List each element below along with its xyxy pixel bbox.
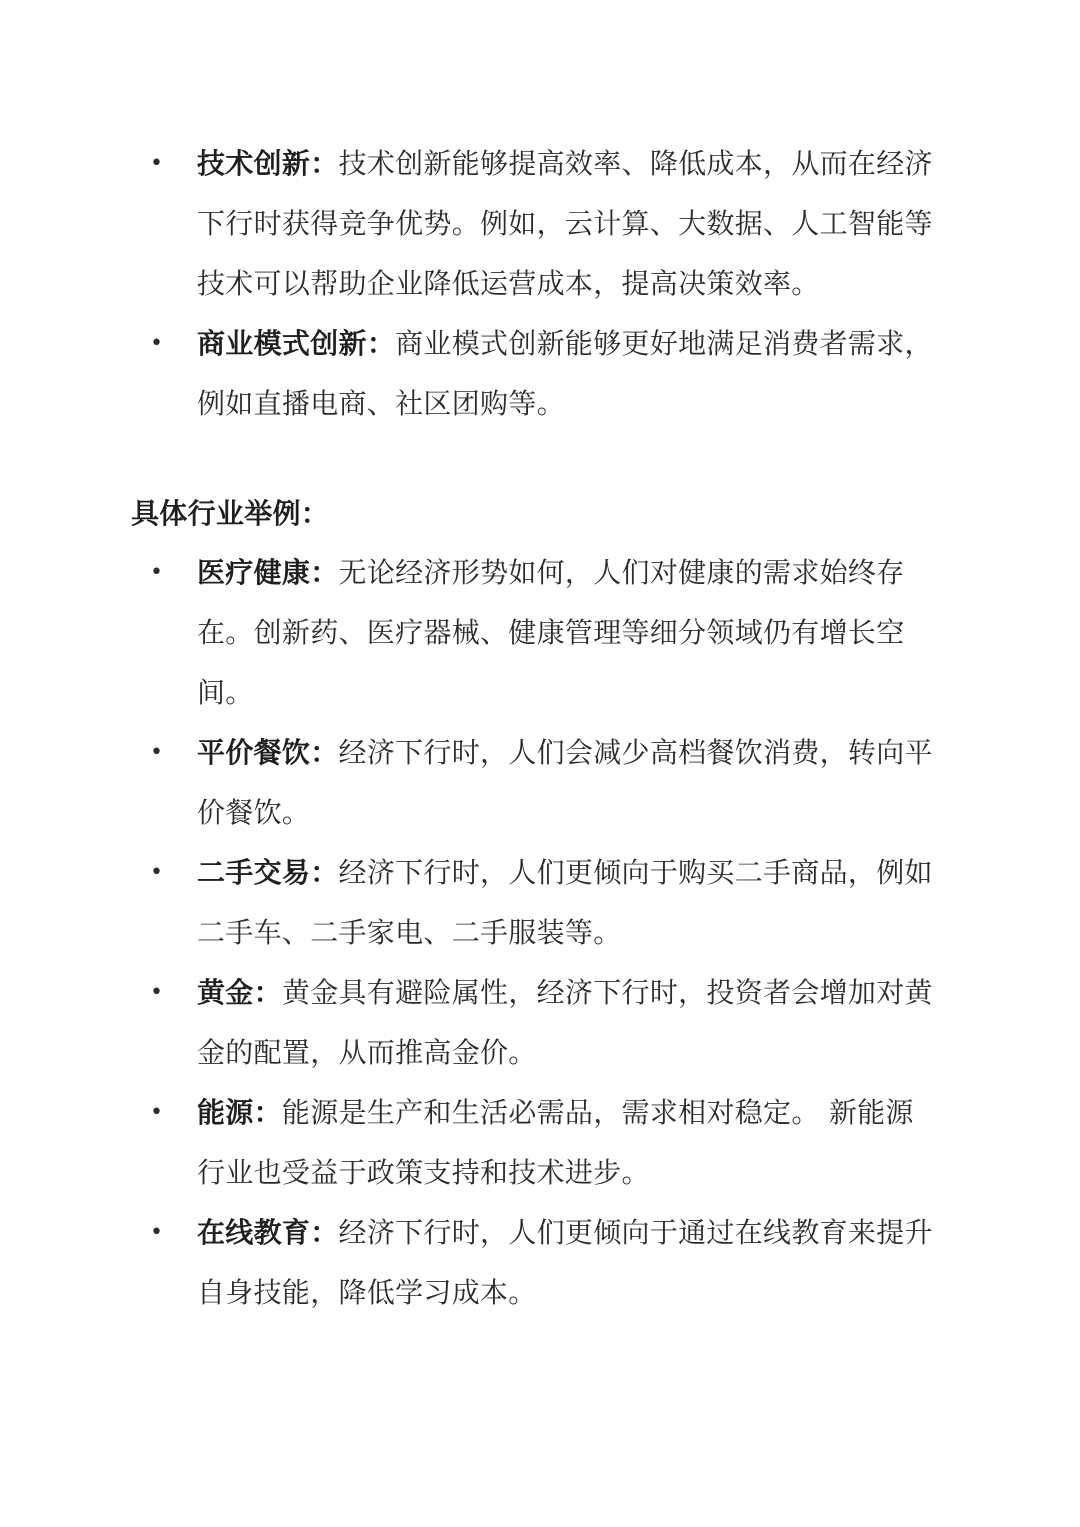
item-text: 黄金具有避险属性，经济下行时，投资者会增加对黄金的配置，从而推高金价。 (197, 976, 933, 1069)
item-colon: ： (310, 856, 339, 889)
item-colon: ： (366, 327, 396, 360)
item-term: 商业模式创新 (197, 327, 367, 360)
item-term: 黄金 (197, 976, 254, 1009)
list-item (140, 543, 940, 723)
bullet-icon: • (150, 740, 164, 765)
list-item (140, 963, 940, 1083)
list-item (140, 314, 940, 434)
item-text: 技术创新能够提高效率、降低成本，从而在经济下行时获得竞争优势。例如，云计算、大数据、人工智能等技术可以帮助企业降低运营成本，提高决策效率。 (197, 147, 933, 300)
bullet-icon: • (150, 1220, 164, 1245)
list-item (140, 1083, 940, 1203)
bullet-icon: • (150, 151, 164, 176)
list-item (140, 1203, 940, 1323)
item-term: 在线教育 (197, 1216, 311, 1249)
list-item (140, 723, 940, 843)
bullet-icon: • (150, 560, 164, 585)
bullet-icon: • (150, 331, 164, 356)
item-colon: ： (253, 976, 282, 1009)
industry-list (140, 543, 940, 1323)
bullet-icon: • (150, 980, 164, 1005)
item-term: 二手交易 (197, 856, 311, 889)
item-text: 经济下行时，人们会减少高档餐饮消费，转向平价餐饮。 (197, 736, 933, 829)
bullet-icon: • (150, 1100, 164, 1125)
item-text: 商业模式创新能够更好地满足消费者需求，例如直播电商、社区团购等。 (197, 327, 933, 420)
item-colon: ： (310, 147, 339, 180)
item-term: 医疗健康 (197, 556, 311, 589)
innovation-list (140, 134, 940, 434)
item-text: 无论经济形势如何，人们对健康的需求始终存在。创新药、医疗器械、健康管理等细分领域仍有增长空间。 (197, 556, 905, 709)
item-colon: ： (310, 556, 339, 589)
item-colon: ： (253, 1096, 282, 1129)
list-item (140, 134, 940, 314)
section-heading: 具体行业举例： (131, 497, 330, 530)
item-text: 能源是生产和生活必需品，需求相对稳定。 新能源行业也受益于政策支持和技术进步。 (197, 1096, 914, 1189)
item-term: 技术创新 (197, 147, 311, 180)
item-term: 平价餐饮 (197, 736, 311, 769)
item-colon: ： (310, 1216, 339, 1249)
item-colon: ： (310, 736, 339, 769)
item-text: 经济下行时，人们更倾向于购买二手商品，例如二手车、二手家电、二手服装等。 (197, 856, 933, 949)
item-text: 经济下行时，人们更倾向于通过在线教育来提升自身技能，降低学习成本。 (197, 1216, 933, 1309)
bullet-icon: • (150, 860, 164, 885)
item-term: 能源 (197, 1096, 254, 1129)
list-item (140, 843, 940, 963)
